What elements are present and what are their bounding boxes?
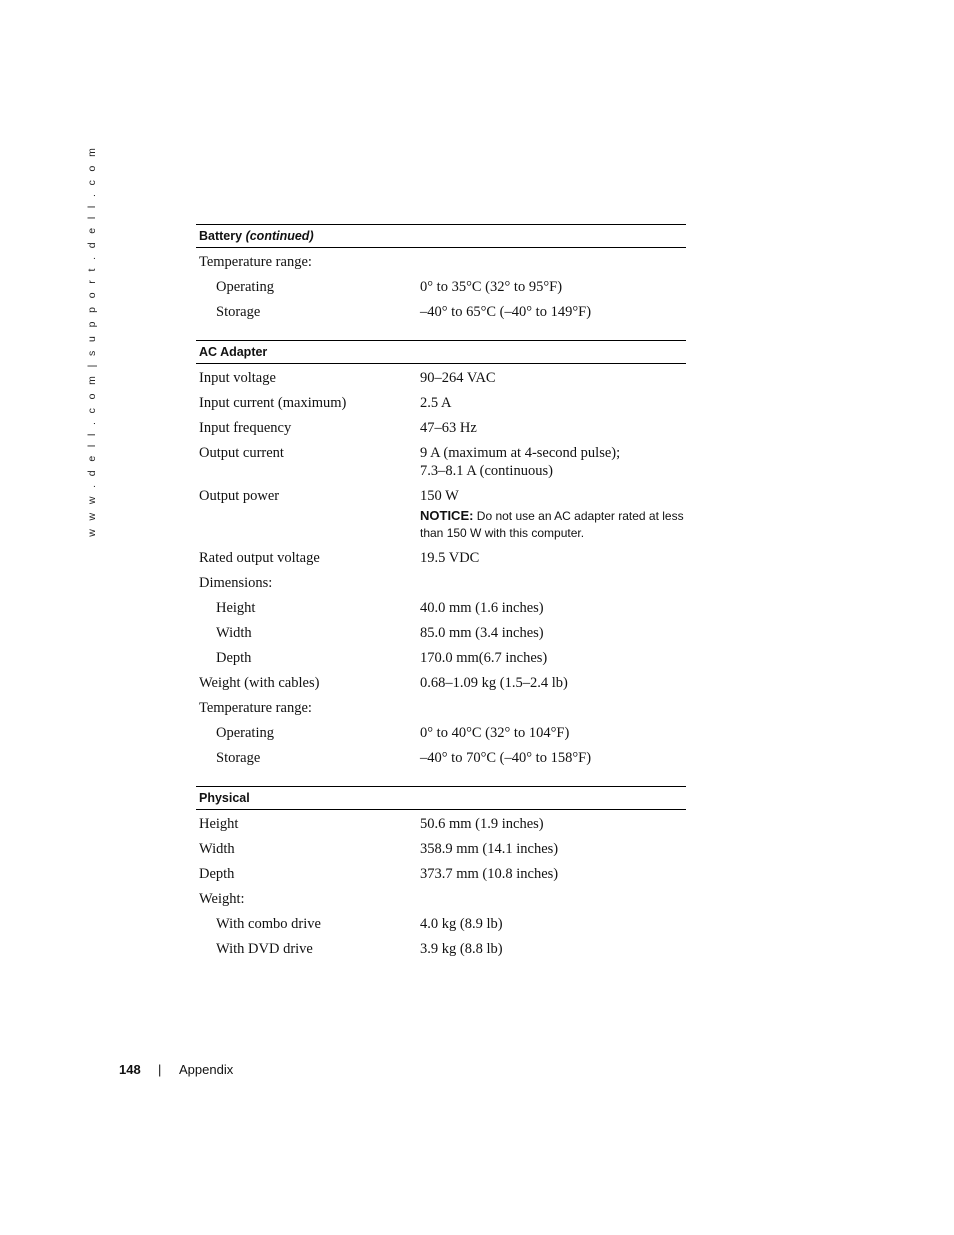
spec-value: 19.5 VDC [420, 549, 480, 566]
spec-label: Output power [199, 487, 280, 504]
spec-value: –40° to 65°C (–40° to 149°F) [420, 303, 592, 320]
spec-value: 85.0 mm (3.4 inches) [420, 624, 544, 641]
spec-value: 3.9 kg (8.8 lb) [420, 940, 503, 957]
spec-row [196, 249, 686, 274]
spec-row [196, 365, 686, 390]
spec-value-line: 9 A (maximum at 4-second pulse); [420, 444, 621, 461]
spec-row [196, 861, 686, 886]
spec-value-line: 150 W [420, 487, 459, 504]
spec-label: With DVD drive [216, 940, 313, 957]
spec-label: Height [199, 815, 239, 832]
footer-separator: | [158, 1062, 162, 1077]
spec-value: 4.0 kg (8.9 lb) [420, 915, 503, 932]
spec-row [196, 811, 686, 836]
spec-label: Width [216, 624, 252, 641]
spec-label: Input current (maximum) [199, 394, 347, 411]
spec-table [196, 224, 686, 977]
spec-row [196, 595, 686, 620]
spec-row [196, 720, 686, 745]
spec-value: 90–264 VAC [420, 369, 496, 386]
spec-label: Input voltage [199, 369, 276, 386]
spec-value: 2.5 A [420, 394, 452, 411]
spec-label: Weight (with cables) [199, 674, 320, 691]
spec-row [196, 274, 686, 299]
side-url-text: w w w . d e l l . c o m | s u p p o r t . d e l l . c o m [86, 145, 99, 537]
spec-row [196, 570, 686, 595]
spec-label: Input frequency [199, 419, 292, 436]
spec-row [196, 745, 686, 770]
spec-value: 50.6 mm (1.9 inches) [420, 815, 544, 832]
notice-label: NOTICE: [420, 507, 474, 523]
section-header [196, 340, 686, 364]
spec-label: Output current [199, 444, 284, 461]
section-title: AC Adapter [199, 345, 268, 359]
spec-value: 0° to 40°C (32° to 104°F) [420, 724, 570, 741]
spec-row [196, 670, 686, 695]
spec-row [196, 483, 686, 545]
section-title: Battery [199, 229, 243, 243]
section-title-suffix: (continued) [245, 229, 314, 243]
spec-value: 0.68–1.09 kg (1.5–2.4 lb) [420, 674, 568, 691]
notice-text: Do not use an AC adapter rated at less than 150 W with this computer. [420, 508, 684, 540]
spec-value: 40.0 mm (1.6 inches) [420, 599, 544, 616]
spec-label: With combo drive [216, 915, 321, 932]
spec-label: Weight: [199, 890, 245, 907]
spec-value [420, 444, 686, 480]
section-title: Physical [199, 791, 250, 805]
spec-label: Height [216, 599, 256, 616]
spec-row [196, 390, 686, 415]
spec-value [420, 574, 686, 592]
spec-value: 358.9 mm (14.1 inches) [420, 840, 559, 857]
spec-value [420, 487, 686, 542]
spec-row [196, 620, 686, 645]
spec-label: Storage [216, 303, 261, 320]
section-ac-adapter [196, 340, 686, 770]
spec-label: Operating [216, 724, 274, 741]
spec-row [196, 645, 686, 670]
spec-value: 47–63 Hz [420, 419, 477, 436]
spec-value: 170.0 mm(6.7 inches) [420, 649, 548, 666]
spec-value [420, 253, 686, 271]
spec-row [196, 545, 686, 570]
spec-row [196, 415, 686, 440]
section-header [196, 786, 686, 810]
spec-label: Width [199, 840, 235, 857]
spec-label: Operating [216, 278, 274, 295]
side-url-margin [85, 145, 99, 537]
section-header [196, 224, 686, 248]
footer-title: Appendix [179, 1062, 234, 1077]
spec-row [196, 936, 686, 961]
spec-row [196, 440, 686, 483]
spec-value: 0° to 35°C (32° to 95°F) [420, 278, 563, 295]
spec-label: Rated output voltage [199, 549, 320, 566]
spec-value: 373.7 mm (10.8 inches) [420, 865, 559, 882]
spec-value [420, 890, 686, 908]
spec-row [196, 299, 686, 324]
spec-label: Depth [199, 865, 235, 882]
spec-label: Temperature range: [199, 699, 312, 716]
spec-label: Dimensions: [199, 574, 273, 591]
spec-value-line: 7.3–8.1 A (continuous) [420, 462, 553, 479]
notice-box [420, 507, 686, 542]
section-physical [196, 786, 686, 961]
section-battery [196, 224, 686, 324]
spec-row [196, 911, 686, 936]
page-number: 148 [119, 1062, 141, 1077]
spec-value [420, 699, 686, 717]
spec-label: Depth [216, 649, 252, 666]
spec-label: Storage [216, 749, 261, 766]
spec-value: –40° to 70°C (–40° to 158°F) [420, 749, 592, 766]
spec-label: Temperature range: [199, 253, 312, 270]
spec-row [196, 836, 686, 861]
spec-row [196, 886, 686, 911]
spec-row [196, 695, 686, 720]
